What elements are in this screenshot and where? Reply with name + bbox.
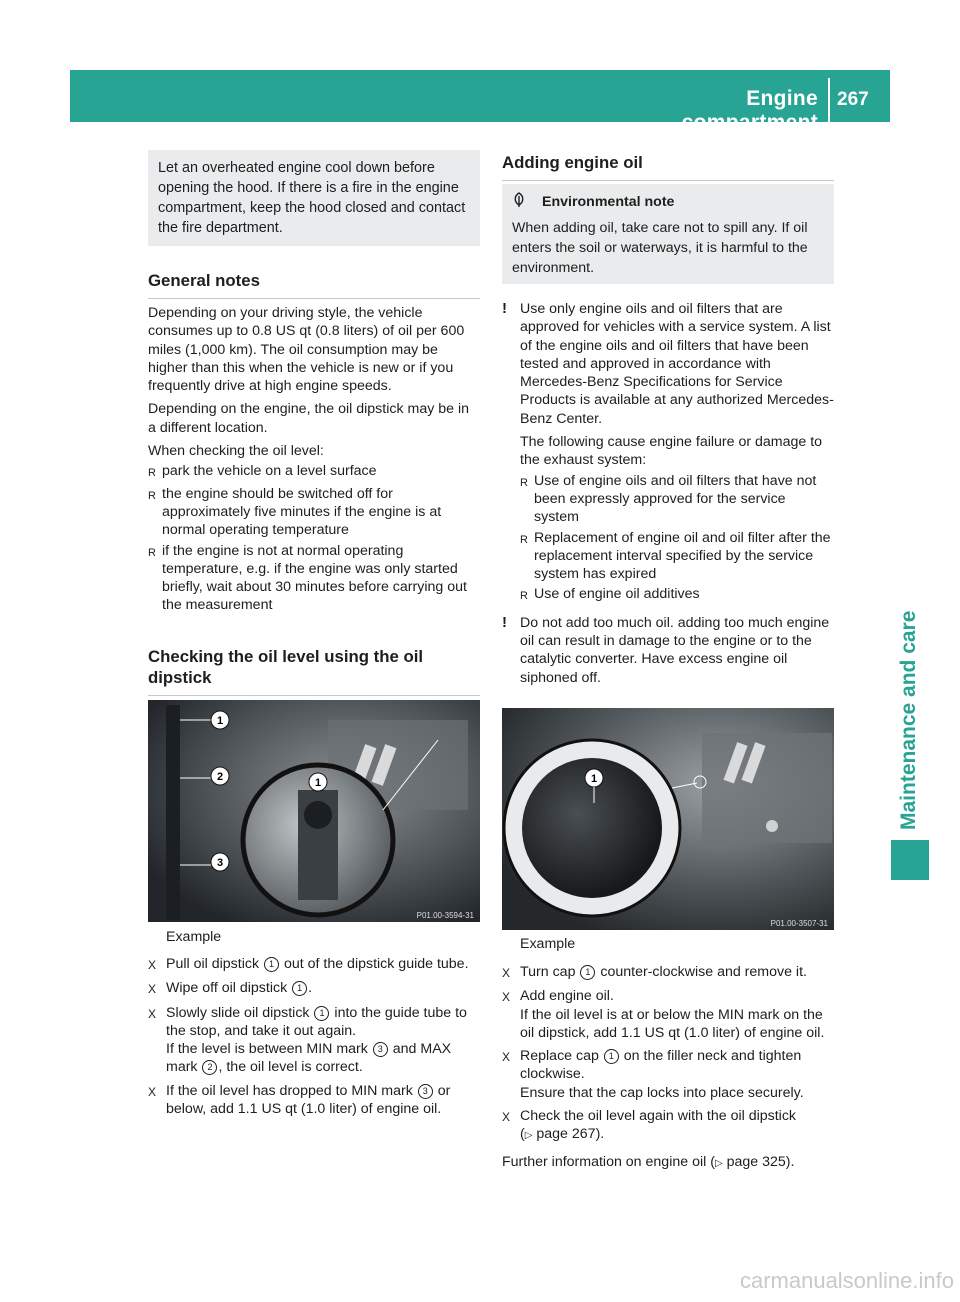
page-ref-link[interactable]: page 325). — [726, 1153, 795, 1170]
page-ref-icon: ▷ — [714, 1157, 723, 1169]
leaf-icon — [512, 192, 542, 212]
step-item: X Turn cap 1 counter-clockwise and remove it. — [502, 963, 834, 982]
section-tab-label: Maintenance and care — [897, 610, 920, 830]
warning-box — [148, 150, 480, 246]
arrow-icon: X — [502, 1110, 511, 1125]
bullet-icon: R — [148, 467, 156, 480]
header-divider — [828, 78, 830, 122]
bullet-icon: R — [148, 546, 156, 559]
page-ref-icon: ▷ — [524, 1130, 533, 1142]
step-item: X Pull oil dipstick 1 out of the dipstick guide tube. — [148, 955, 480, 974]
callout-ref-1: 1 — [604, 1049, 619, 1064]
notes-block — [502, 300, 834, 687]
list-item: R Replacement of engine oil and oil filter after the replacement interval specified by the service system has expired — [520, 529, 831, 583]
exclamation-icon: ! — [502, 613, 507, 631]
arrow-icon: X — [148, 1006, 157, 1021]
step-item: X If the oil level has dropped to MIN mark 3 or below, add 1.1 US qt (1.0 liter) of engine oil. — [148, 1082, 451, 1118]
callout-ref-3: 3 — [373, 1042, 388, 1057]
list-item: R Use of engine oil additives — [520, 585, 834, 605]
list-item: R if the engine is not at normal operating temperature, e.g. if the engine was only started briefly, wait about 30 minutes before carrying out the measurement — [148, 542, 467, 614]
arrow-icon: X — [502, 1050, 511, 1065]
exclamation-icon: ! — [502, 300, 507, 317]
callout-1: 1 — [216, 715, 224, 727]
callout-1-cap: 1 — [590, 773, 598, 785]
section-tab-marker — [891, 840, 929, 880]
warning-text: Let an overheated engine cool down before opening the hood. If there is a fire in the engine compartment, keep the hood closed and contact the fire department. — [158, 160, 466, 236]
note-damage-intro: The following cause engine failure or damage to the exhaust system: — [520, 434, 823, 469]
watermark: carmanualsonline.info — [739, 1268, 954, 1293]
bullet-icon: R — [520, 476, 528, 489]
environmental-note-title: Environmental note — [542, 194, 675, 210]
note-item: ! Do not add too much oil. adding too much engine oil can result in damage to the engine or to the catalytic converter. Have excess engine oil siphoned off. — [502, 613, 830, 686]
bullet-icon: R — [148, 489, 156, 502]
heading-dipstick: Checking the oil level using the oil dipstick — [148, 646, 480, 696]
step-item: X Wipe off oil dipstick 1 . — [148, 979, 480, 998]
arrow-icon: X — [502, 966, 511, 980]
arrow-icon: X — [148, 1084, 157, 1099]
callout-ref-1: 1 — [292, 981, 307, 996]
callout-ref-3: 3 — [418, 1084, 433, 1099]
figure-code: P01.00-3594-31 — [416, 911, 474, 920]
oil-cap-figure — [502, 708, 834, 930]
dipstick-figure — [148, 700, 480, 922]
list-item: R Use of engine oils and oil filters that have not been expressly approved for the service system — [520, 472, 817, 526]
heading-general-notes: General notes — [148, 270, 480, 299]
step-item: X Slowly slide oil dipstick 1 into the guide tube to the stop, and take it out again. If the level is between MIN mark 3 and MAX mark 2 , the oil level is correct. — [148, 1004, 467, 1076]
arrow-icon: X — [148, 958, 157, 972]
bullet-icon: R — [520, 533, 528, 546]
callout-ref-2: 2 — [202, 1060, 217, 1075]
callout-ref-1: 1 — [264, 957, 279, 972]
arrow-icon: X — [502, 990, 511, 1005]
dipstick-illustration — [148, 700, 480, 922]
general-notes-p3: When checking the oil level: — [148, 443, 324, 460]
callout-1-detail: 1 — [314, 777, 322, 789]
oil-cap-illustration — [502, 708, 834, 930]
general-notes-p1: Depending on your driving style, the vehicle consumes up to 0.8 US qt (0.8 liters) of oil per 600 miles (1,000 km). The oil consumption may be higher than this when the vehicle is new or if you frequently drive at high engine speeds. — [148, 305, 465, 395]
callout-ref-1: 1 — [580, 965, 595, 980]
general-notes-body — [148, 304, 480, 615]
page-title: Engine compartment — [681, 87, 818, 134]
list-item: R park the vehicle on a level surface — [148, 462, 480, 482]
bullet-icon: R — [520, 590, 528, 603]
arrow-icon: X — [148, 982, 157, 997]
adding-oil-steps — [502, 958, 834, 1173]
list-item: R the engine should be switched off for approximately five minutes if the engine is at normal operating temperature — [148, 485, 442, 539]
oil-cap-caption: Example — [520, 936, 576, 952]
page-number: 267 — [837, 89, 869, 110]
heading-adding-oil: Adding engine oil — [502, 152, 834, 181]
environmental-note-text: When adding oil, take care not to spill any. If oil enters the soil or waterways, it is harmful to the environment. — [512, 220, 808, 276]
dipstick-caption: Example — [166, 929, 222, 945]
note-item: ! Use only engine oils and oil filters that are approved for vehicles with a service system. A list of the engine oils and oil filters that have been tested and approved in accordance with Mercedes-Benz Specifications for Service Products is available at any authorized Mercedes-Benz Center. — [502, 300, 834, 427]
page-ref-link[interactable]: page 267). — [536, 1126, 605, 1143]
step-item: X Replace cap 1 on the filler neck and tighten clockwise. Ensure that the cap locks into place securely. — [502, 1048, 804, 1101]
callout-ref-1: 1 — [314, 1006, 329, 1021]
callout-2: 2 — [216, 771, 224, 783]
dipstick-steps — [148, 950, 480, 1118]
callout-3: 3 — [216, 857, 224, 869]
step-item: X Add engine oil. If the oil level is at or below the MIN mark on the oil dipstick, add 1.1 US qt (1.0 liter) of engine oil. — [502, 988, 825, 1041]
further-info: Further information on engine oil (▷ page 325). — [502, 1153, 795, 1170]
environmental-note-box — [502, 184, 834, 284]
step-item: X Check the oil level again with the oil dipstick (▷ page 267). — [502, 1107, 834, 1146]
general-notes-p2: Depending on the engine, the oil dipstick may be in a different location. — [148, 401, 470, 436]
figure-code-cap: P01.00-3507-31 — [770, 919, 828, 928]
